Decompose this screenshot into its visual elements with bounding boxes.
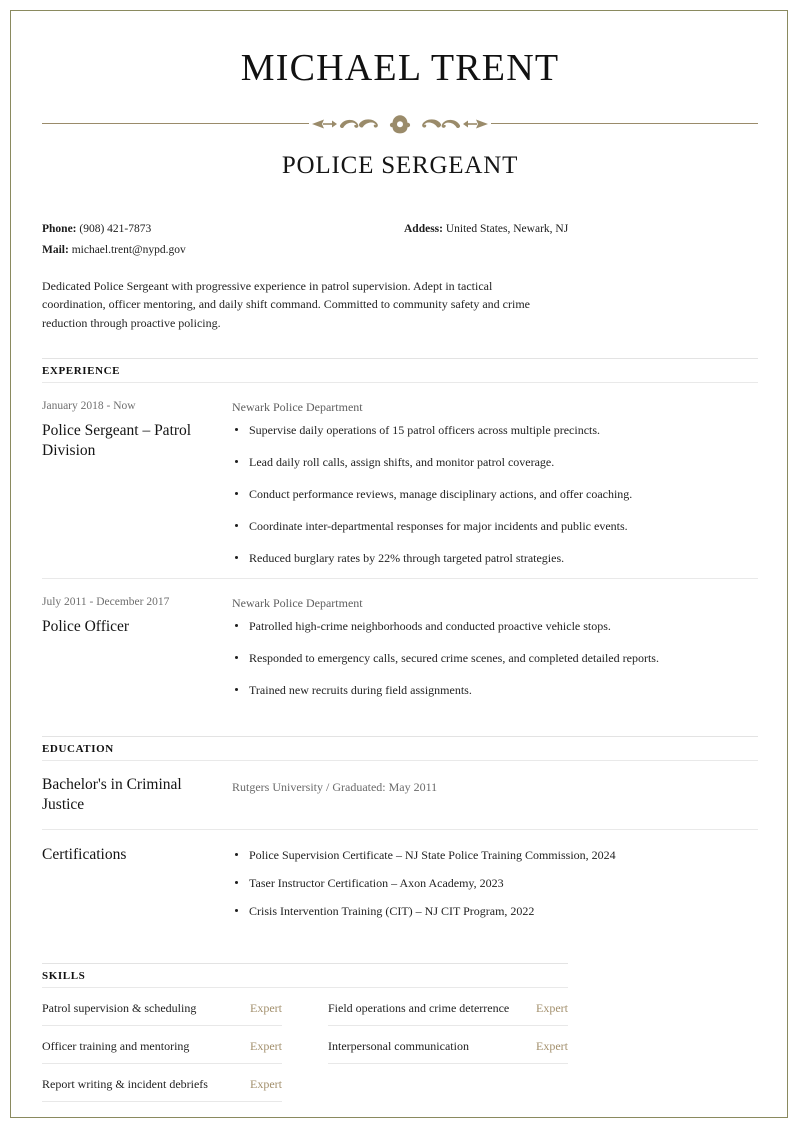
divider-rule-left bbox=[42, 123, 309, 124]
skill-row bbox=[328, 1026, 568, 1064]
experience-entry bbox=[42, 578, 758, 710]
list-item: Trained new recruits during field assignments. bbox=[232, 682, 758, 698]
skill-row bbox=[328, 988, 568, 1026]
section-heading-experience: EXPERIENCE bbox=[42, 358, 758, 383]
experience-role: Police Sergeant – Patrol Division bbox=[42, 422, 192, 460]
list-item: Coordinate inter-departmental responses for major incidents and public events. bbox=[232, 518, 758, 534]
skills-column-right bbox=[328, 988, 568, 1102]
education-degree: Bachelor's in Criminal Justice bbox=[42, 776, 182, 814]
education-school: Rutgers University / Graduated: May 2011 bbox=[232, 780, 438, 795]
experience-date: January 2018 - Now bbox=[42, 400, 136, 413]
skill-name: Officer training and mentoring bbox=[42, 1039, 190, 1054]
skill-name: Interpersonal communication bbox=[328, 1039, 469, 1054]
skill-row bbox=[42, 988, 282, 1026]
section-heading-education: EDUCATION bbox=[42, 736, 758, 761]
list-item: Crisis Intervention Training (CIT) – NJ CIT Program, 2022 bbox=[232, 903, 758, 919]
experience-bullet-list bbox=[232, 422, 758, 566]
education-entry-left bbox=[42, 775, 232, 815]
contact-address-value: United States, Newark, NJ bbox=[445, 222, 569, 235]
candidate-job-title: POLICE SERGEANT bbox=[281, 151, 519, 179]
contact-phone-row bbox=[42, 219, 186, 240]
list-item: Patrolled high-crime neighborhoods and conducted proactive vehicle stops. bbox=[232, 618, 758, 634]
contact-mail-row bbox=[42, 240, 186, 261]
education-entry bbox=[42, 761, 758, 829]
contact-mail-value[interactable]: michael.trent@nypd.gov bbox=[71, 243, 186, 256]
skill-row bbox=[42, 1026, 282, 1064]
experience-bullet-list bbox=[232, 618, 758, 698]
skill-name: Field operations and crime deterrence bbox=[328, 1001, 510, 1016]
list-item: Police Supervision Certificate – NJ State Police Training Commission, 2024 bbox=[232, 847, 758, 863]
certifications-entry-right bbox=[232, 845, 758, 931]
candidate-name: MICHAEL TRENT bbox=[240, 47, 560, 89]
contact-address-label: Addess: bbox=[404, 222, 443, 235]
skill-name: Patrol supervision & scheduling bbox=[42, 1001, 197, 1016]
skill-level: Expert bbox=[250, 1077, 282, 1092]
certifications-bullet-list bbox=[232, 847, 758, 919]
professional-summary: Dedicated Police Sergeant with progressive experience in patrol supervision. Adept in tactical coordination, officer mentoring, and daily shift command. Committed to community safety and crime reduction through proactive policing. bbox=[42, 278, 530, 330]
experience-date: July 2011 - December 2017 bbox=[42, 596, 170, 609]
skill-row bbox=[42, 1064, 282, 1102]
certifications-label: Certifications bbox=[42, 846, 127, 864]
section-experience bbox=[42, 358, 758, 710]
experience-entry-left bbox=[42, 398, 232, 568]
contact-phone-value[interactable]: (908) 421-7873 bbox=[79, 222, 152, 235]
skills-grid bbox=[42, 988, 568, 1102]
section-education bbox=[42, 736, 758, 937]
experience-organization: Newark Police Department bbox=[232, 596, 363, 611]
list-item: Reduced burglary rates by 22% through targeted patrol strategies. bbox=[232, 550, 758, 566]
contact-left-column bbox=[42, 219, 186, 261]
ornamental-divider bbox=[42, 112, 758, 136]
list-item: Supervise daily operations of 15 patrol officers across multiple precincts. bbox=[232, 422, 758, 438]
experience-entry bbox=[42, 383, 758, 578]
experience-entry-right bbox=[232, 398, 758, 568]
list-item: Responded to emergency calls, secured crime scenes, and completed detailed reports. bbox=[232, 650, 758, 666]
experience-organization: Newark Police Department bbox=[232, 400, 363, 415]
experience-role: Police Officer bbox=[42, 618, 130, 636]
skill-level: Expert bbox=[250, 1001, 282, 1016]
skills-column-left bbox=[42, 988, 282, 1102]
divider-rule-right bbox=[491, 123, 758, 124]
contact-address-row bbox=[404, 219, 568, 240]
education-entry-right bbox=[232, 775, 758, 815]
skill-level: Expert bbox=[536, 1039, 568, 1054]
contact-right-column bbox=[404, 219, 568, 240]
list-item: Lead daily roll calls, assign shifts, and monitor patrol coverage. bbox=[232, 454, 758, 470]
certifications-entry-left bbox=[42, 845, 232, 931]
contact-mail-label: Mail: bbox=[42, 243, 69, 256]
list-item: Taser Instructor Certification – Axon Academy, 2023 bbox=[232, 875, 758, 891]
skill-level: Expert bbox=[536, 1001, 568, 1016]
resume-content bbox=[42, 0, 758, 1102]
contact-phone-label: Phone: bbox=[42, 222, 77, 235]
certifications-entry bbox=[42, 829, 758, 937]
skill-level: Expert bbox=[250, 1039, 282, 1054]
list-item: Conduct performance reviews, manage disciplinary actions, and offer coaching. bbox=[232, 486, 758, 502]
section-skills bbox=[42, 963, 758, 1102]
experience-entry-left bbox=[42, 594, 232, 700]
experience-entry-right bbox=[232, 594, 758, 700]
section-heading-skills: SKILLS bbox=[42, 963, 568, 988]
skill-name: Report writing & incident debriefs bbox=[42, 1077, 208, 1092]
contact-block bbox=[42, 219, 758, 263]
flourish-ornament-icon bbox=[310, 112, 490, 136]
